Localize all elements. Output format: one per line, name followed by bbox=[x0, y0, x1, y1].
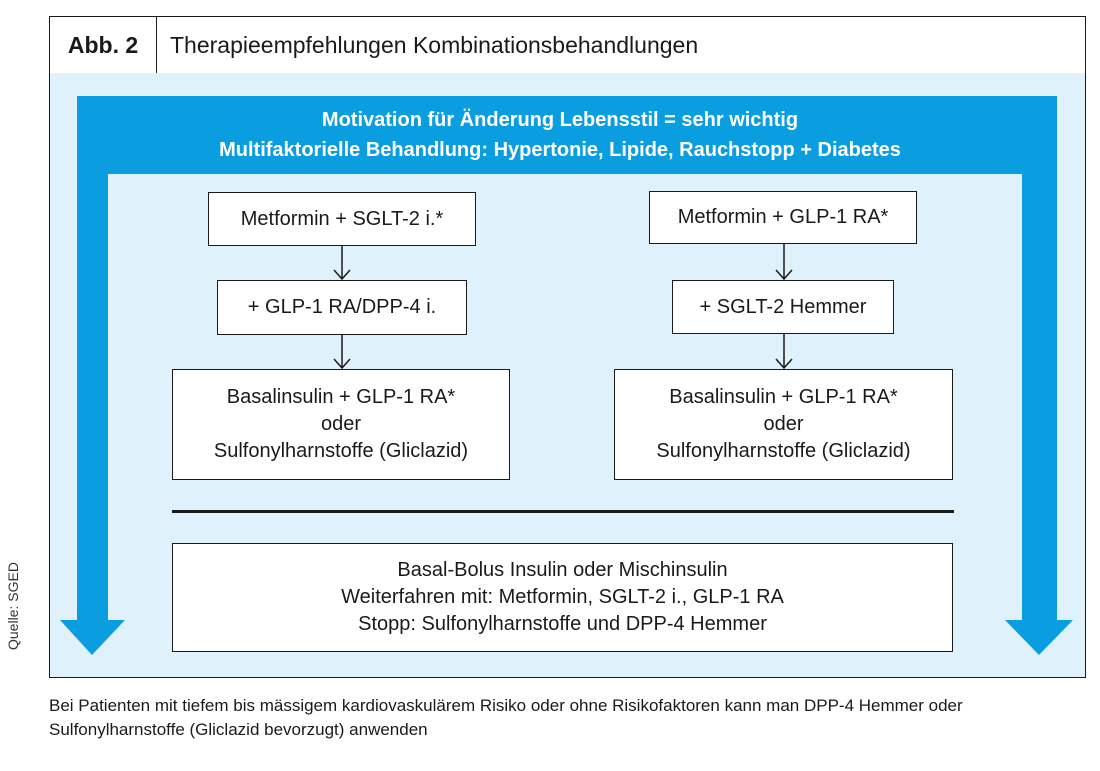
final-step-line-3: Stopp: Sulfonylharnstoffe und DPP-4 Hemmer bbox=[358, 613, 767, 635]
banner-line-1: Motivation für Änderung Lebensstil = sehr wichtig bbox=[321, 109, 799, 131]
final-step-box bbox=[172, 543, 953, 652]
right-step-2-text: + SGLT-2 Hemmer bbox=[699, 295, 867, 318]
left-step-3-line-3: Sulfonylharnstoffe (Gliclazid) bbox=[213, 440, 469, 462]
footnote: Bei Patienten mit tiefem bis mässigem kardiovaskulärem Risiko oder ohne Risikofaktoren kann man DPP-4 Hemmer oder Sulfonylharnstoffe (Gliclazid bevorzugt) anwenden bbox=[49, 696, 963, 739]
figure-label: Abb. 2 bbox=[50, 17, 157, 73]
right-step-2-box bbox=[672, 280, 894, 334]
final-step-line-2: Weiterfahren mit: Metformin, SGLT-2 i., GLP-1 RA bbox=[341, 586, 784, 608]
divider-line bbox=[172, 510, 954, 513]
left-step-2-text: + GLP-1 RA/DPP-4 i. bbox=[247, 296, 437, 318]
left-step-3-line-1: Basalinsulin + GLP-1 RA* bbox=[226, 386, 456, 408]
left-step-1-text: Metformin + SGLT-2 i.* bbox=[240, 207, 444, 230]
right-step-3-line-3: Sulfonylharnstoffe (Gliclazid) bbox=[656, 440, 911, 462]
left-step-2-box bbox=[217, 280, 467, 335]
banner-line-2: Multifaktorielle Behandlung: Hypertonie, Lipide, Rauchstopp + Diabetes bbox=[219, 139, 901, 161]
figure-title: Therapieempfehlungen Kombinationsbehandlungen bbox=[170, 31, 699, 58]
right-step-1-text: Metformin + GLP-1 RA* bbox=[677, 206, 889, 228]
left-step-3-line-2: oder bbox=[320, 413, 362, 435]
left-step-3-box bbox=[172, 369, 510, 480]
final-step-line-1: Basal-Bolus Insulin oder Mischinsulin bbox=[397, 559, 728, 581]
left-step-1-box bbox=[208, 192, 476, 246]
right-step-3-box bbox=[614, 369, 953, 480]
right-step-3-line-2: oder bbox=[763, 413, 804, 435]
right-step-3-line-1: Basalinsulin + GLP-1 RA* bbox=[669, 386, 898, 408]
source-label: Quelle: SGED bbox=[5, 562, 21, 650]
right-step-1-box bbox=[649, 191, 917, 244]
